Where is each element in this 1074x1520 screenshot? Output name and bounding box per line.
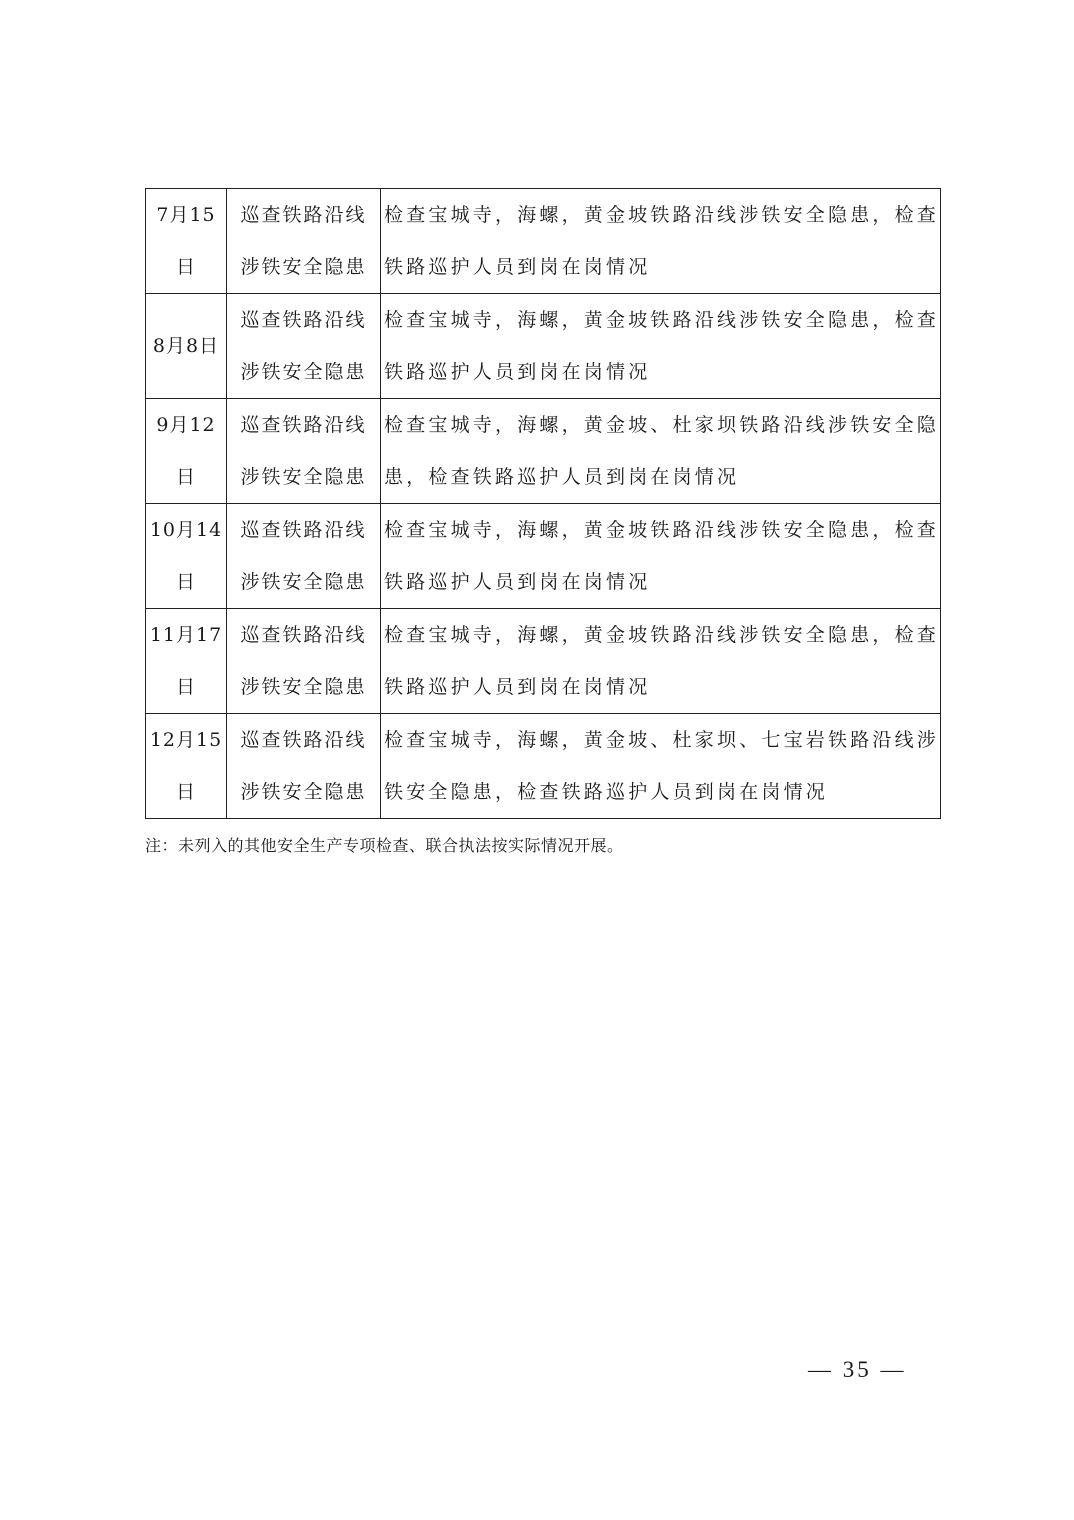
task-cell: 巡查铁路沿线涉铁安全隐患 <box>227 189 381 294</box>
date-cell: 12月15日 <box>146 714 227 819</box>
task-cell: 巡查铁路沿线涉铁安全隐患 <box>227 609 381 714</box>
table-row <box>146 504 941 609</box>
task-cell: 巡查铁路沿线涉铁安全隐患 <box>227 399 381 504</box>
detail-cell: 检查宝城寺，海螺，黄金坡、杜家坝铁路沿线涉铁安全隐患，检查铁路巡护人员到岗在岗情况 <box>381 399 941 504</box>
task-cell: 巡查铁路沿线涉铁安全隐患 <box>227 504 381 609</box>
date-cell: 7月15日 <box>146 189 227 294</box>
detail-cell: 检查宝城寺，海螺，黄金坡铁路沿线涉铁安全隐患，检查铁路巡护人员到岗在岗情况 <box>381 189 941 294</box>
table-row <box>146 399 941 504</box>
table-footnote: 注：未列入的其他安全生产专项检查、联合执法按实际情况开展。 <box>145 836 624 855</box>
table-row <box>146 609 941 714</box>
date-cell: 8月8日 <box>146 294 227 399</box>
table-row <box>146 189 941 294</box>
detail-cell: 检查宝城寺，海螺，黄金坡、杜家坝、七宝岩铁路沿线涉铁安全隐患，检查铁路巡护人员到岗在岗情况 <box>381 714 941 819</box>
table-row <box>146 294 941 399</box>
detail-cell: 检查宝城寺，海螺，黄金坡铁路沿线涉铁安全隐患，检查铁路巡护人员到岗在岗情况 <box>381 609 941 714</box>
task-cell: 巡查铁路沿线涉铁安全隐患 <box>227 294 381 399</box>
date-cell: 9月12日 <box>146 399 227 504</box>
inspection-schedule-table <box>145 188 941 819</box>
task-cell: 巡查铁路沿线涉铁安全隐患 <box>227 714 381 819</box>
detail-cell: 检查宝城寺，海螺，黄金坡铁路沿线涉铁安全隐患，检查铁路巡护人员到岗在岗情况 <box>381 294 941 399</box>
table-row <box>146 714 941 819</box>
detail-cell: 检查宝城寺，海螺，黄金坡铁路沿线涉铁安全隐患，检查铁路巡护人员到岗在岗情况 <box>381 504 941 609</box>
date-cell: 10月14日 <box>146 504 227 609</box>
date-cell: 11月17日 <box>146 609 227 714</box>
page-number: — 35 — <box>808 1357 907 1382</box>
